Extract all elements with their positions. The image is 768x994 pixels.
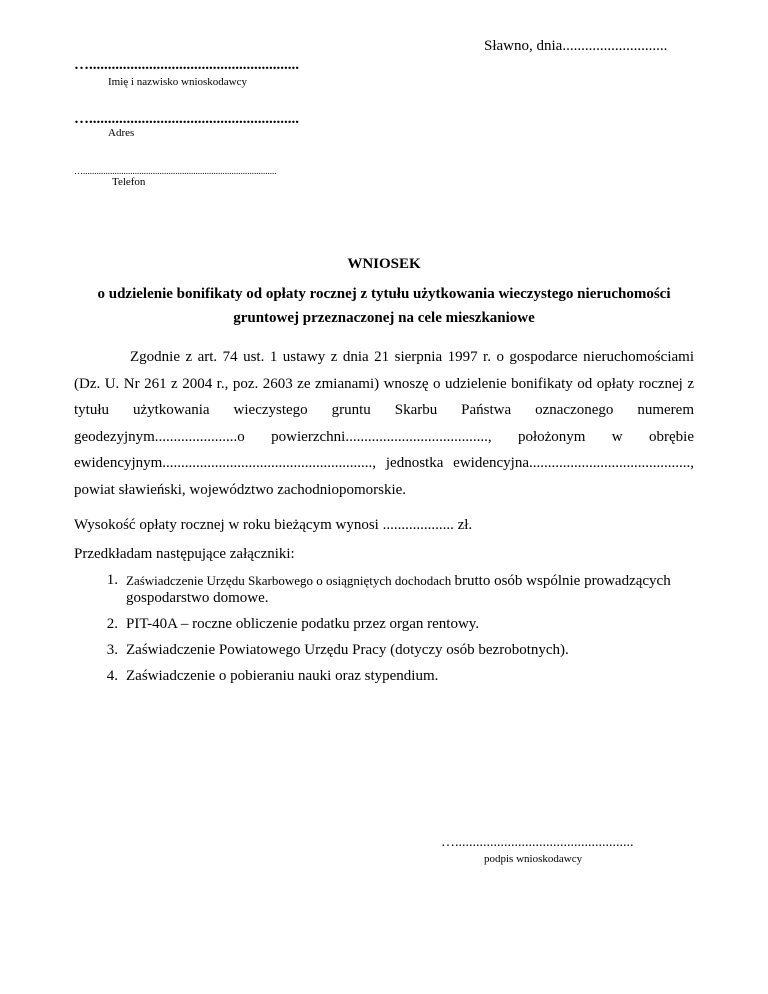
phone-label: Telefon: [112, 176, 146, 188]
attachment-text: brutto osób wspólnie prowadzących gospodarstwo domowe.: [126, 573, 671, 606]
annual-fee-line: Wysokość opłaty rocznej w roku bieżącym wynosi ................... zł.: [74, 517, 473, 533]
attachment-text: Zaświadczenie o pobieraniu nauki oraz stypendium.: [126, 668, 439, 684]
document-subtitle: [60, 282, 708, 330]
attachments-heading: Przedkładam następujące załączniki:: [74, 546, 295, 562]
address-label: Adres: [108, 127, 135, 139]
attachment-item: [74, 572, 674, 607]
attachment-number: 2.: [106, 616, 118, 632]
request-body-paragraph: Zgodnie z art. 74 ust. 1 ustawy z dnia 21 sierpnia 1997 r. o gospodarce nieruchomościami (Dz. U. Nr 261 z 2004 r., poz. 2603 ze zmianami) wnoszę o udzielenie bonifikaty od opłaty rocznej z tytułu użytkowania wieczystego gruntu Skarbu Państwa oznaczonego numerem geodezyjnym......................o powierzchni......................................, położonym w obrębie ewidencyjnym........................................................, jednostka ewidencyjna..........................................., powiat sławieński, województwo zachodniopomorskie.: [74, 349, 694, 498]
subtitle-line-2: gruntowej przeznaczonej na cele mieszkaniowe: [233, 310, 535, 326]
attachment-item: [74, 668, 674, 685]
signature-line: …...................................................: [441, 835, 634, 850]
attachment-text: Zaświadczenie Powiatowego Urzędu Pracy (dotyczy osób bezrobotnych).: [126, 642, 569, 658]
attachment-number: 4.: [106, 668, 118, 684]
phone-line: …......................................................................................: [74, 166, 277, 176]
applicant-name-line: …........................................................: [74, 57, 299, 73]
address-line: …........................................................: [74, 111, 299, 127]
attachment-number: 3.: [106, 642, 118, 658]
applicant-name-label: Imię i nazwisko wnioskodawcy: [108, 76, 247, 88]
attachment-number: 1.: [106, 572, 118, 588]
place-date-field: Sławno, dnia............................: [484, 38, 668, 54]
attachment-text: PIT-40A – roczne obliczenie podatku przez organ rentowy.: [126, 616, 480, 632]
attachments-list: [74, 572, 674, 694]
attachment-item: [74, 642, 674, 659]
document-title: WNIOSEK: [347, 256, 421, 272]
signature-label: podpis wnioskodawcy: [484, 853, 583, 865]
attachment-text-part: Zaświadczenie Urzędu Skarbowego o osiągniętych dochodach: [126, 573, 455, 588]
subtitle-line-1: o udzielenie bonifikaty od opłaty rocznej z tytułu użytkowania wieczystego nieruchomości: [97, 286, 671, 302]
attachment-item: [74, 616, 674, 633]
